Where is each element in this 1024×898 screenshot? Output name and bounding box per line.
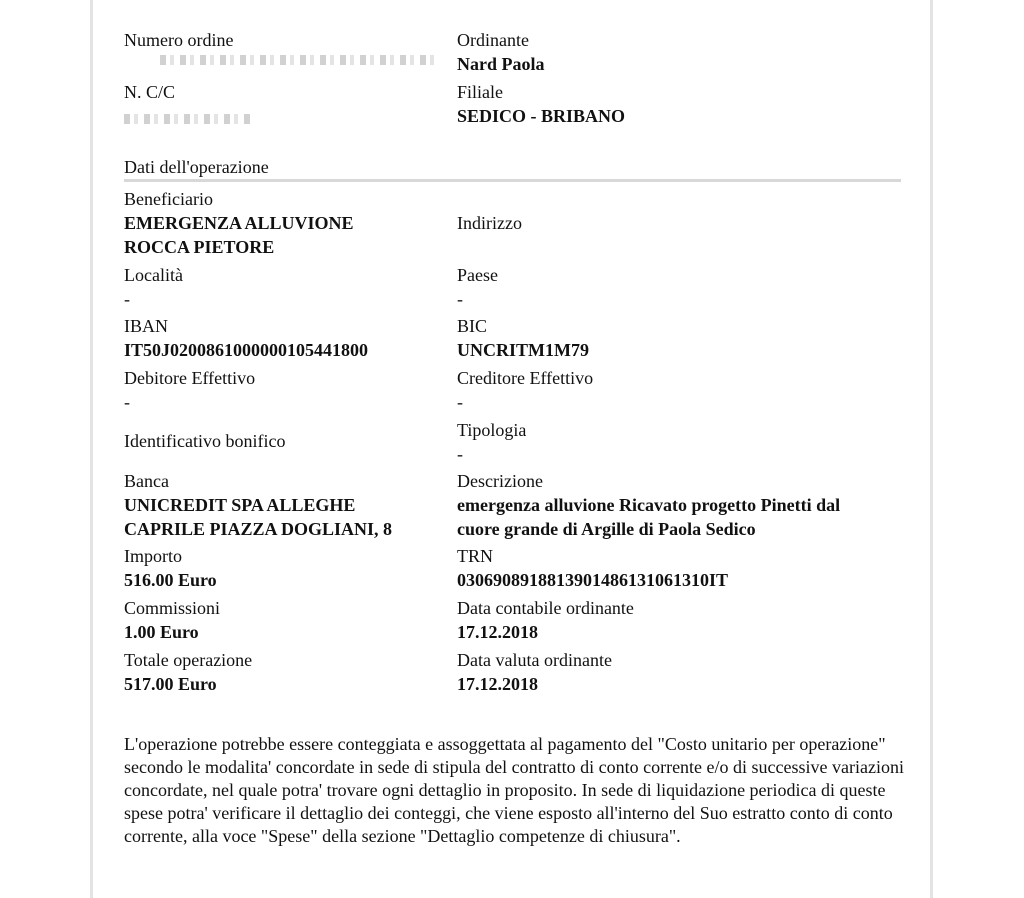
- bic-value: UNCRITM1M79: [457, 340, 589, 360]
- banca-label: Banca: [124, 471, 169, 491]
- debitore-value: -: [124, 392, 130, 412]
- paese-value: -: [457, 289, 463, 309]
- debitore-label: Debitore Effettivo: [124, 368, 256, 388]
- filiale-value: SEDICO - BRIBANO: [457, 106, 626, 126]
- iban-value: IT50J0200861000000105441800: [124, 340, 369, 360]
- cost-notice-paragraph: L'operazione potrebbe essere conteggiata e assoggettata al pagamento del "Costo unitario per operazione" secondo le modalita' concordate in sede di stipula del contratto di conto corrente e/o di successive variazioni concordate, nel quale potra' trovare ogni dettaglio in proposito. In sede di liquidazione periodica di queste spese potra' verificare il dettaglio dei conteggi, che viene esposto all'interno del Suo estratto conto di conto corrente, alla voce "Spese" della sezione "Dettaglio competenze di chiusura".: [124, 734, 904, 846]
- descrizione-line1: emergenza alluvione Ricavato progetto Pinetti dal: [457, 495, 841, 515]
- beneficiario-label: Beneficiario: [124, 189, 213, 209]
- data-contabile-value: 17.12.2018: [457, 622, 538, 642]
- data-valuta-label: Data valuta ordinante: [457, 650, 612, 670]
- beneficiario-line2: ROCCA PIETORE: [124, 237, 275, 257]
- data-contabile-label: Data contabile ordinante: [457, 598, 634, 618]
- importo-value: 516.00 Euro: [124, 570, 217, 590]
- iban-label: IBAN: [124, 316, 168, 336]
- data-valuta-value: 17.12.2018: [457, 674, 538, 694]
- indirizzo-label: Indirizzo: [457, 213, 522, 233]
- creditore-label: Creditore Effettivo: [457, 368, 594, 388]
- commissioni-label: Commissioni: [124, 598, 221, 618]
- importo-label: Importo: [124, 546, 182, 566]
- localita-value: -: [124, 289, 130, 309]
- ordinante-value: Nard Paola: [457, 54, 545, 74]
- tipologia-value: -: [457, 444, 463, 464]
- identificativo-label: Identificativo bonifico: [124, 431, 286, 451]
- totale-label: Totale operazione: [124, 650, 253, 670]
- tipologia-label: Tipologia: [457, 420, 527, 440]
- descrizione-line2: cuore grande di Argille di Paola Sedico: [457, 519, 756, 539]
- trn-value: 0306908918813901486131061310IT: [457, 570, 729, 590]
- commissioni-value: 1.00 Euro: [124, 622, 199, 642]
- totale-value: 517.00 Euro: [124, 674, 217, 694]
- trn-label: TRN: [457, 546, 493, 566]
- page-border-right: [930, 0, 933, 898]
- section-divider: [124, 179, 901, 182]
- banca-line1: UNICREDIT SPA ALLEGHE: [124, 495, 356, 515]
- creditore-value: -: [457, 392, 463, 412]
- banca-line2: CAPRILE PIAZZA DOGLIANI, 8: [124, 519, 393, 539]
- page-border-left: [90, 0, 93, 898]
- nc-label: N. C/C: [124, 82, 176, 102]
- descrizione-label: Descrizione: [457, 471, 543, 491]
- beneficiario-line1: EMERGENZA ALLUVIONE: [124, 213, 354, 233]
- paese-label: Paese: [457, 265, 498, 285]
- section-title: Dati dell'operazione: [124, 157, 269, 177]
- numero-ordine-redacted: [160, 55, 435, 65]
- numero-ordine-label: Numero ordine: [124, 30, 234, 50]
- nc-redacted: [124, 114, 254, 124]
- bic-label: BIC: [457, 316, 488, 336]
- ordinante-label: Ordinante: [457, 30, 529, 50]
- localita-label: Località: [124, 265, 183, 285]
- filiale-label: Filiale: [457, 82, 503, 102]
